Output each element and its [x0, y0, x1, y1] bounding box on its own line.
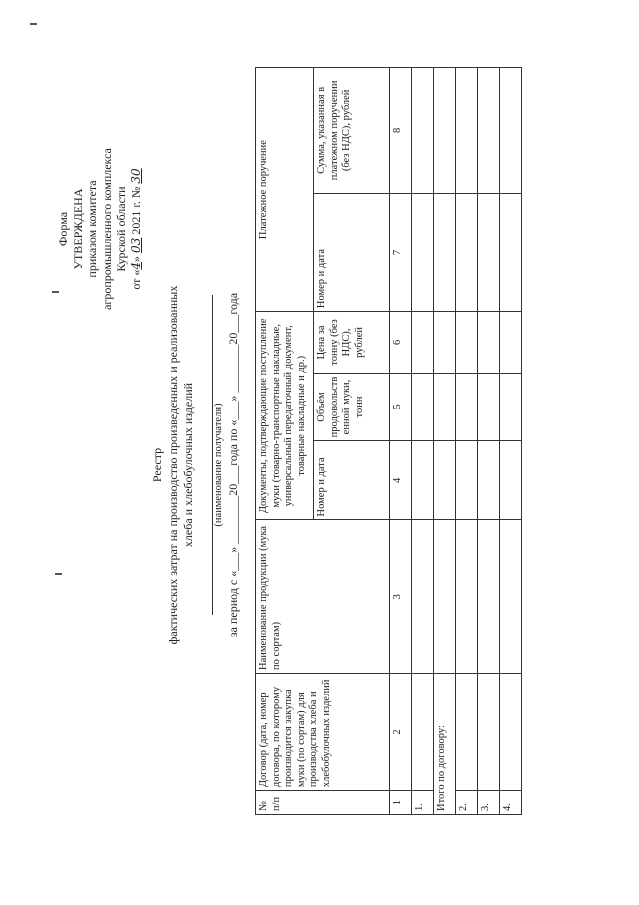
total-label: Итого по договору:: [434, 673, 456, 814]
col-sum-header: Сумма, указанная в платежном поручении (без НДС), рублей: [314, 68, 390, 194]
col-product-header: Наименование продукции (мука по сортам): [256, 520, 390, 673]
table-row: [412, 68, 434, 815]
registry-subtitle-1: фактических затрат на производство произведенных и реализованных: [166, 285, 180, 645]
order-number: 30: [128, 168, 143, 184]
registry-subtitle-2: хлеба и хлебобулочных изделий: [181, 382, 195, 548]
form-label: Форма: [56, 211, 70, 247]
period-line: за период с «___» ________20___года по «___» ________20___года: [226, 292, 240, 638]
punch-mark: [30, 23, 37, 25]
col-index: 3: [390, 520, 412, 673]
recipient-caption: (наименование получателя): [213, 403, 224, 527]
punch-mark: [52, 291, 59, 293]
table-row: [456, 68, 478, 815]
punch-mark: [55, 573, 62, 575]
col-index: 8: [390, 68, 412, 194]
region-label: Курской области: [114, 186, 128, 272]
row-number: 2.: [456, 791, 478, 815]
col-number-header: № п/п: [256, 791, 390, 815]
col-volume-header: Объём продовольств енной муки, тонн: [314, 373, 390, 441]
row-number: 1.: [412, 791, 434, 815]
row-number: 4.: [500, 791, 522, 815]
order-date: от «4» 03 2021 г. № 30: [128, 168, 143, 290]
col-price-header: Цена за тонну (без НДС), рублей: [314, 312, 390, 374]
col-index: 1: [390, 791, 412, 815]
table-row: [434, 68, 456, 815]
col-doc-number-header: Номер и дата: [314, 441, 390, 520]
col-contract-header: Договор (дата, номер договора, по которому производится закупка муки (по сортам) для производства хлеба и хлебобулочных изделий: [256, 673, 390, 790]
docs-group-header: Документы, подтверждающие поступление муки (товарно-транспортные накладные, универсальный передаточный документ, товарные накладные и др.): [256, 312, 314, 520]
col-index: 2: [390, 673, 412, 790]
order-label: приказом комитета: [85, 180, 99, 278]
table-row: [500, 68, 522, 815]
registry-title: Реестр: [150, 447, 164, 483]
col-index: 7: [390, 193, 412, 311]
order-day: 4: [128, 261, 143, 270]
col-index: 5: [390, 373, 412, 441]
order-month: 03: [128, 237, 143, 253]
col-index: 6: [390, 312, 412, 374]
approved-label: УТВЕРЖДЕНА: [70, 188, 85, 270]
col-index: 4: [390, 441, 412, 520]
col-pay-number-header: Номер и дата: [314, 193, 390, 311]
row-number: 3.: [478, 791, 500, 815]
committee-label: агропромышленного комплекса: [99, 148, 114, 310]
registry-table: [255, 67, 522, 815]
approval-block: [56, 124, 143, 334]
table-row: [478, 68, 500, 815]
payment-group-header: Платежное поручение: [256, 68, 314, 312]
